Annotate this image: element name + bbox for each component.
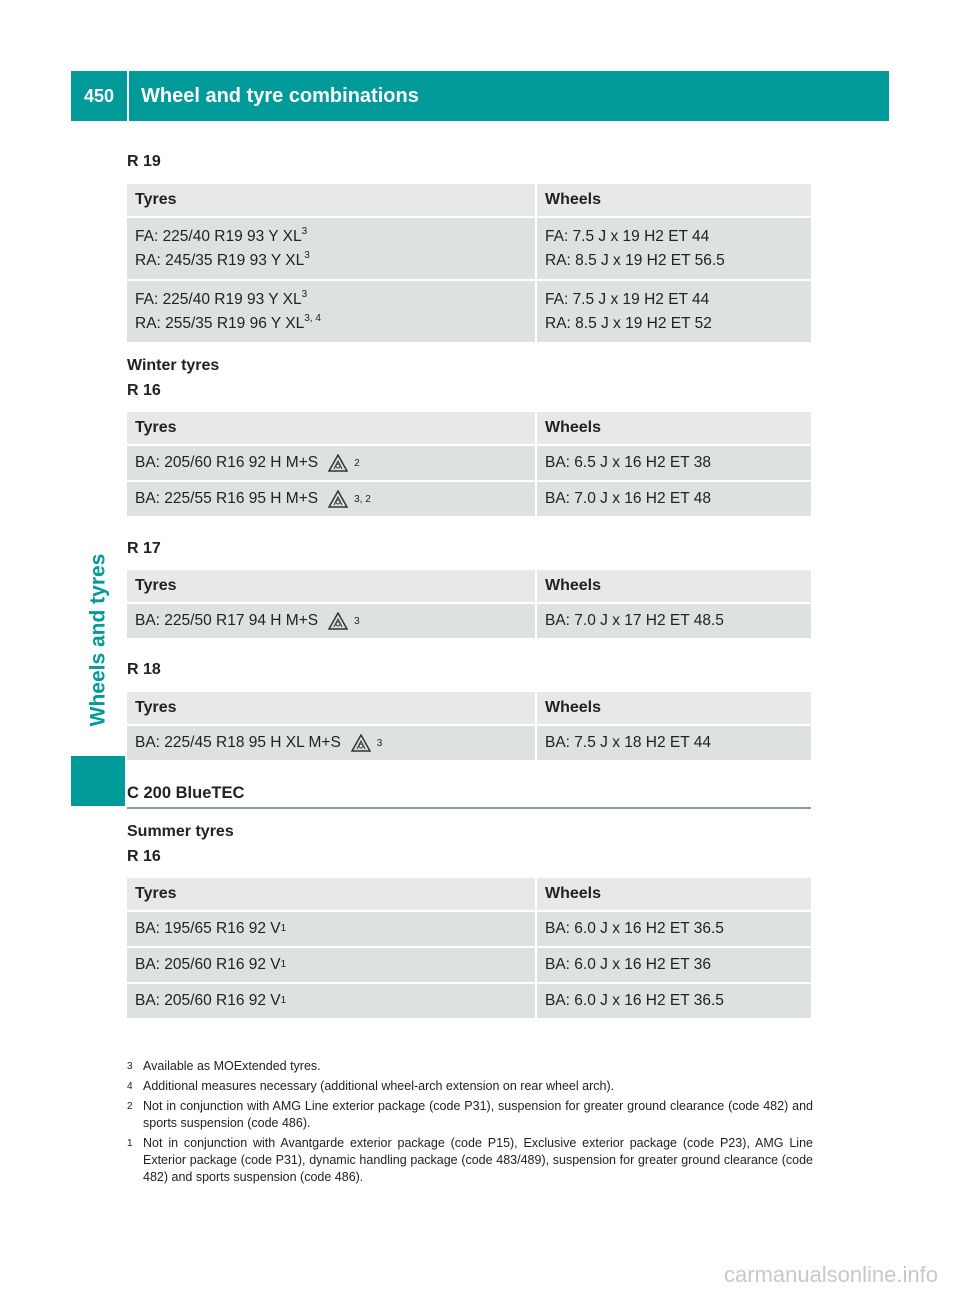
- wheel-cell: BA: 6.5 J x 16 H2 ET 38: [545, 454, 711, 471]
- wheel-front: FA: 7.5 J x 19 H2 ET 44: [545, 227, 710, 245]
- table-row: [127, 984, 811, 1020]
- heading-winter-tyres: Winter tyres: [127, 357, 220, 374]
- heading-r19: R 19: [127, 153, 161, 170]
- footnote-ref: 3, 2: [354, 493, 371, 505]
- wheel-cell: BA: 7.0 J x 16 H2 ET 48: [545, 490, 711, 507]
- tyre-size: BA: 225/50 R17 94 H M+S: [135, 612, 319, 629]
- table-r19: [127, 184, 811, 344]
- table-header-row: [127, 570, 811, 604]
- side-tab: [78, 520, 118, 760]
- mountain-snowflake-icon: [328, 490, 348, 508]
- footnote-ref: 3: [354, 615, 360, 627]
- table-winter-r16: [127, 412, 811, 518]
- table-summer-r16: [127, 878, 811, 1020]
- col-header-wheels: Wheels: [545, 577, 602, 594]
- table-row: [127, 218, 811, 281]
- table-header-row: [127, 184, 811, 218]
- footnote: [127, 1058, 813, 1075]
- table-row: [127, 482, 811, 518]
- table-row: [127, 281, 811, 344]
- col-header-tyres: Tyres: [127, 878, 537, 910]
- col-header-wheels: Wheels: [545, 699, 602, 716]
- page-number: 450: [83, 85, 115, 106]
- mountain-snowflake-icon: [328, 454, 348, 472]
- footnote: [127, 1135, 813, 1186]
- wheel-front: FA: 7.5 J x 19 H2 ET 44: [545, 290, 710, 308]
- table-row: [127, 726, 811, 762]
- table-row: [127, 604, 811, 640]
- mountain-snowflake-icon: [328, 612, 348, 630]
- tyre-cell: BA: 205/60 R16 92 V 1: [127, 948, 537, 982]
- tyre-size: BA: 225/55 R16 95 H M+S: [135, 490, 319, 507]
- col-header-tyres: Tyres: [127, 570, 537, 602]
- watermark: carmanualsonline.info: [723, 1262, 938, 1287]
- wheel-rear: RA: 8.5 J x 19 H2 ET 56.5: [545, 251, 725, 269]
- table-winter-r18: [127, 692, 811, 762]
- tyre-cell: [127, 446, 537, 480]
- table-winter-r17: [127, 570, 811, 640]
- side-tab-label: Wheels and tyres: [86, 553, 110, 727]
- tyre-rear: RA: 255/35 R19 96 Y XL: [135, 314, 305, 332]
- footnote-text: Not in conjunction with Avantgarde exterior package (code P15), Exclusive exterior package (code P23), AMG Line Exterior package (code P31), dynamic handling package (code 483/489), suspension for greater ground clearance (code 482) and sports suspension (code 486).: [143, 1136, 813, 1184]
- wheel-cell: BA: 6.0 J x 16 H2 ET 36: [545, 956, 711, 973]
- tyre-size: BA: 195/65 R16 92 V: [135, 920, 281, 937]
- footnote-mark: 4: [127, 1081, 133, 1092]
- wheel-cell: BA: 6.0 J x 16 H2 ET 36.5: [545, 920, 724, 937]
- wheel-cell: BA: 7.0 J x 17 H2 ET 48.5: [545, 612, 724, 629]
- tyre-cell: BA: 195/65 R16 92 V 1: [127, 912, 537, 946]
- table-header-row: [127, 412, 811, 446]
- wheel-cell: [537, 281, 811, 342]
- footnote-ref: 3: [376, 737, 383, 749]
- tyre-front: FA: 225/40 R19 93 Y XL: [135, 290, 302, 308]
- heading-summer-r16: R 16: [127, 848, 161, 865]
- heading-winter-r17: R 17: [127, 540, 161, 557]
- footnote-ref: 3: [301, 288, 308, 300]
- footnote: [127, 1078, 813, 1095]
- heading-winter-r16: R 16: [127, 382, 161, 399]
- footnote-mark: 1: [127, 1138, 133, 1149]
- footnote-mark: 3: [127, 1061, 133, 1072]
- col-header-wheels: Wheels: [545, 191, 602, 208]
- page-title: Wheel and tyre combinations: [141, 84, 419, 107]
- tyre-rear: RA: 245/35 R19 93 Y XL: [135, 251, 305, 269]
- side-tab-marker: [71, 756, 125, 806]
- heading-summer-tyres: Summer tyres: [127, 823, 234, 840]
- wheel-cell: [537, 218, 811, 279]
- tyre-cell: [127, 281, 537, 342]
- tyre-cell: BA: 205/60 R16 92 V 1: [127, 984, 537, 1018]
- footnote-ref: 3, 4: [304, 312, 321, 324]
- col-header-tyres: Tyres: [127, 412, 537, 444]
- tyre-size: BA: 205/60 R16 92 V: [135, 956, 281, 973]
- footnote: [127, 1098, 813, 1132]
- tyre-cell: [127, 604, 537, 638]
- wheel-cell: BA: 6.0 J x 16 H2 ET 36.5: [545, 992, 724, 1009]
- table-header-row: [127, 878, 811, 912]
- table-row: [127, 948, 811, 984]
- footnote-mark: 2: [127, 1101, 133, 1112]
- tyre-front: FA: 225/40 R19 93 Y XL: [135, 227, 302, 245]
- wheel-cell: BA: 7.5 J x 18 H2 ET 44: [545, 734, 711, 751]
- footnote-text: Available as MOExtended tyres.: [143, 1059, 321, 1073]
- tyre-cell: [127, 218, 537, 279]
- mountain-snowflake-icon: [351, 734, 371, 752]
- tyre-size: BA: 205/60 R16 92 V: [135, 992, 281, 1009]
- col-header-tyres: Tyres: [127, 184, 537, 216]
- tyre-size: BA: 205/60 R16 92 H M+S: [135, 454, 319, 471]
- footnotes: [127, 1058, 813, 1189]
- tyre-cell: [127, 482, 537, 516]
- section-title-c200: C 200 BlueTEC: [127, 784, 811, 809]
- footnote-text: Not in conjunction with AMG Line exterior package (code P31), suspension for greater ground clearance (code 482) and sports suspension (code 486).: [143, 1099, 813, 1130]
- footnote-text: Additional measures necessary (additional wheel-arch extension on rear wheel arch).: [143, 1079, 615, 1093]
- table-header-row: [127, 692, 811, 726]
- col-header-tyres: Tyres: [127, 692, 537, 724]
- tyre-cell: [127, 726, 537, 760]
- table-row: [127, 446, 811, 482]
- col-header-wheels: Wheels: [545, 885, 602, 902]
- footnote-ref: 3: [304, 249, 310, 261]
- wheel-rear: RA: 8.5 J x 19 H2 ET 52: [545, 314, 712, 332]
- page-header: [71, 71, 889, 121]
- footnote-ref: 2: [354, 457, 360, 469]
- tyre-size: BA: 225/45 R18 95 H XL M+S: [135, 734, 341, 751]
- col-header-wheels: Wheels: [545, 419, 602, 436]
- footnote-ref: 3: [301, 225, 308, 237]
- heading-winter-r18: R 18: [127, 661, 161, 678]
- table-row: [127, 912, 811, 948]
